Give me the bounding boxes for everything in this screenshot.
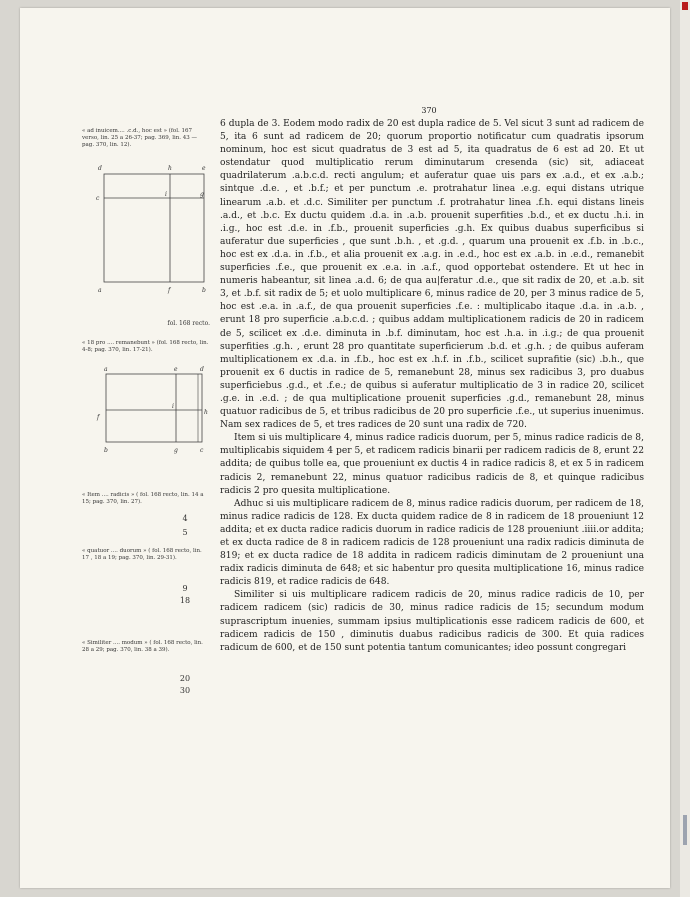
figure-label-h: h [168,165,172,172]
figure-label-c: c [96,195,100,202]
margin-note: « ad inuicem.... .c.d., hoc est » (fol. 167 verso, lin. 25 a 26-37; pag. 369, lin. 43 — pag. 370, lin. 12). [82,128,198,148]
main-text-body [220,118,644,655]
margin-number: 20 [179,674,191,683]
scrollbar-thumb[interactable] [683,815,687,845]
figure-label-e: e [174,366,178,373]
margin-number: 9 [182,584,188,593]
figure-label-i: i [172,403,174,410]
figure-label-b: b [104,447,108,454]
margin-number: 5 [182,528,188,537]
paragraph: Item si uis multiplicare 4, minus radice radicis duorum, per 5, minus radice radicis de 8, multiplicabis siquidem 4 per 5, et radicem radicis binarii per radicem radicis de 8, erunt 22 addita; de quibus tolle ea, que proueniunt ex ductis 4 in radice radicis 8, et ex 5 in radicem radicis 2, remanebunt 22, minus quatuor radicibus radicis de 8, et quinque radicibus radicis 2 pro quesita multiplicatione. [220,433,644,496]
figure-label-f: f [168,287,171,294]
rectangle-outline [106,374,202,442]
margin-note: « Item .... radicis » ( fol. 168 recto, lin. 14 a 15; pag. 370, lin. 27). [82,492,204,505]
figure-label-c: c [200,447,204,454]
scrollbar[interactable] [680,0,690,897]
figure-label-h: h [204,409,208,416]
margin-note: « Similiter .... modum » ( fol. 168 recto, lin. 28 a 29; pag. 370, lin. 38 a 39). [82,640,203,653]
figure-label-f: f [97,414,100,421]
page-number: 370 [421,106,437,115]
rectangle-outline [104,174,204,282]
figure-label-a: a [98,287,102,294]
figure-label-d: d [200,366,204,373]
figure-label-d: d [98,165,102,172]
geometric-figure-rectangle-abcd-numeric [88,364,214,456]
margin-number: 18 [179,596,191,605]
bookmark-marker [682,2,688,10]
margin-number: 4 [182,514,188,523]
figure-label-g: g [200,191,204,198]
paragraph: Similiter si uis multiplicare radicem radicis de 20, minus radice radicis de 10, per radicem radicem (sic) radicis de 30, minus radice radicis de 15; secundum modum suprascriptum inuenies, summam ipsius multiplicationis esse radicem radicis de 600, et radicem radicis de 150 , diminutis duabus radicibus radicis de 300. Et quia radices radicum de 600, et de 150 sunt potentia tantum comunicantes; ideo possunt congregari [220,590,644,653]
margin-note: « quatuor .... duorum » ( fol. 168 recto, lin. 17 , 18 a 19; pag. 370, lin. 29-31). [82,548,202,561]
book-page [20,8,670,888]
paragraph: 6 dupla de 3. Eodem modo radix de 20 est dupla radice de 5. Vel sicut 3 sunt ad radicem de 5, ita 6 sunt ad radicem de 20; quorum proportio notificatur cum quadratis ipsorum nominum, hoc est sicut quadratus de 3 est ad 5, ita quadratus de 6 est ad 20. Et ut ostendatur quod multiplicatio rerum diminutarum cresenda (sic) sit, adiaceat quadrilaterum .a.b.c.d. recti angulum; et auferatur quae uis pars ex .a.d., et ex .a.b.; sintque .d.e. , et .b.f.; et per punctum .e. protrahatur linea .e.g. equi distans utrique linearum .a.b. et .d.c. Similiter per punctum .f. protrahatur linea .f.h. equi distans lineis .a.d., et .b.c. Ex ductu quidem .d.a. in .a.b. prouenit superfities .b.d., et ex ductu .h.i. in .i.g., hoc est .d.e. in .f.b., prouenit superficies .g.h. Ex quibus duabus superficibus si auferatur due superficies , que sunt .b.h. , et .g.d. , quarum una prouenit ex .f.b. in .b.c., hoc est ex .d.a. in .f.b., et alia prouenit ex .a.g. in .e.d., hoc est ex .a.b. in .e.d., remanebit superficies .f.e., que prouenit ex .e.a. in .a.f., quod opportebat ostendere. Et ut hec in numeris habeantur, sit linea .a.d. 6; de qua au|feratur .d.e., que sit radix de 20, et .a.b. sit 3, et .b.f. sit radix de 5; et uolo multiplicare 6, minus radice de 20, per 3 minus radice de 5, hoc est .e.a. in .a.f., de qua prouenit superficies .f.e. : multiplicabo itaque .d.a. in .a.b. , erunt 18 pro superficie .a.b.c.d. ; quibus addam multiplicationem radicis de 20 in radicem de 5, scilicet ex .d.e. diminuta in .b.f. diminutam, hoc est .h.a. in .i.g.; de qua prouenit superfities .g.h. , erunt 28 pro quantitate superficierum .b.d. et .g.h. ; de quibus auferam multiplicationem ex .d.a. in .f.b., hoc est ex .h.f. in .f.b., scilicet suprafitie (sic) .b.h., que prouenit ex 6 ductis in radice de 5, remanebunt 28, minus sex radicibus 3, pro duabus superficiebus .g.d., et .f.e.; de quibus si auferatur multiplicatio de 3 in radice 20, scilicet .g.e. in .e.d. ; de qua multiplicatione prouenit superficies .g.d., remanebunt 28, minus quatuor radicibus de 5, et tribus radicibus de 20 pro superficie .f.e., ut superius inuenimus. Nam sex radices de 5, et tres radices de 20 sunt una radix de 720. [220,119,644,431]
figure-caption: fol. 168 recto. [167,320,210,327]
figure-label-a: a [104,366,108,373]
figure-label-e: e [202,165,206,172]
figure-label-b: b [202,287,206,294]
margin-note: « 18 pro .... remanebunt » (fol. 168 recto, lin. 4-8; pag. 370, lin. 17-21). [82,340,209,353]
figure-label-g: g [174,447,178,454]
figure-label-i: i [165,191,167,198]
paragraph: Adhuc si uis multiplicare radicem de 8, minus radice radicis duorum, per radicem de 18, minus radice radicis de 128. Ex ducta quidem radice de 8 in radicem de 18 proueniunt 12 addita; et ex ducta radice radicis duorum in radice radicis de 128 proueniunt .iiii.or addita; et ex ducta radice de 8 in radicem radicis de 128 proueniunt una radix radicis diminuta de 819; et ex ducta radice de 18 addita in radicem radicis diminutam de 2 proueniunt una radix radicis diminuta de 648; et sic habentur pro quesita multiplicatione 16, minus radice radicis 819, et radice radicis de 648. [220,498,644,588]
geometric-figure-rectangle-abcd [88,158,214,318]
margin-number: 30 [179,686,191,695]
